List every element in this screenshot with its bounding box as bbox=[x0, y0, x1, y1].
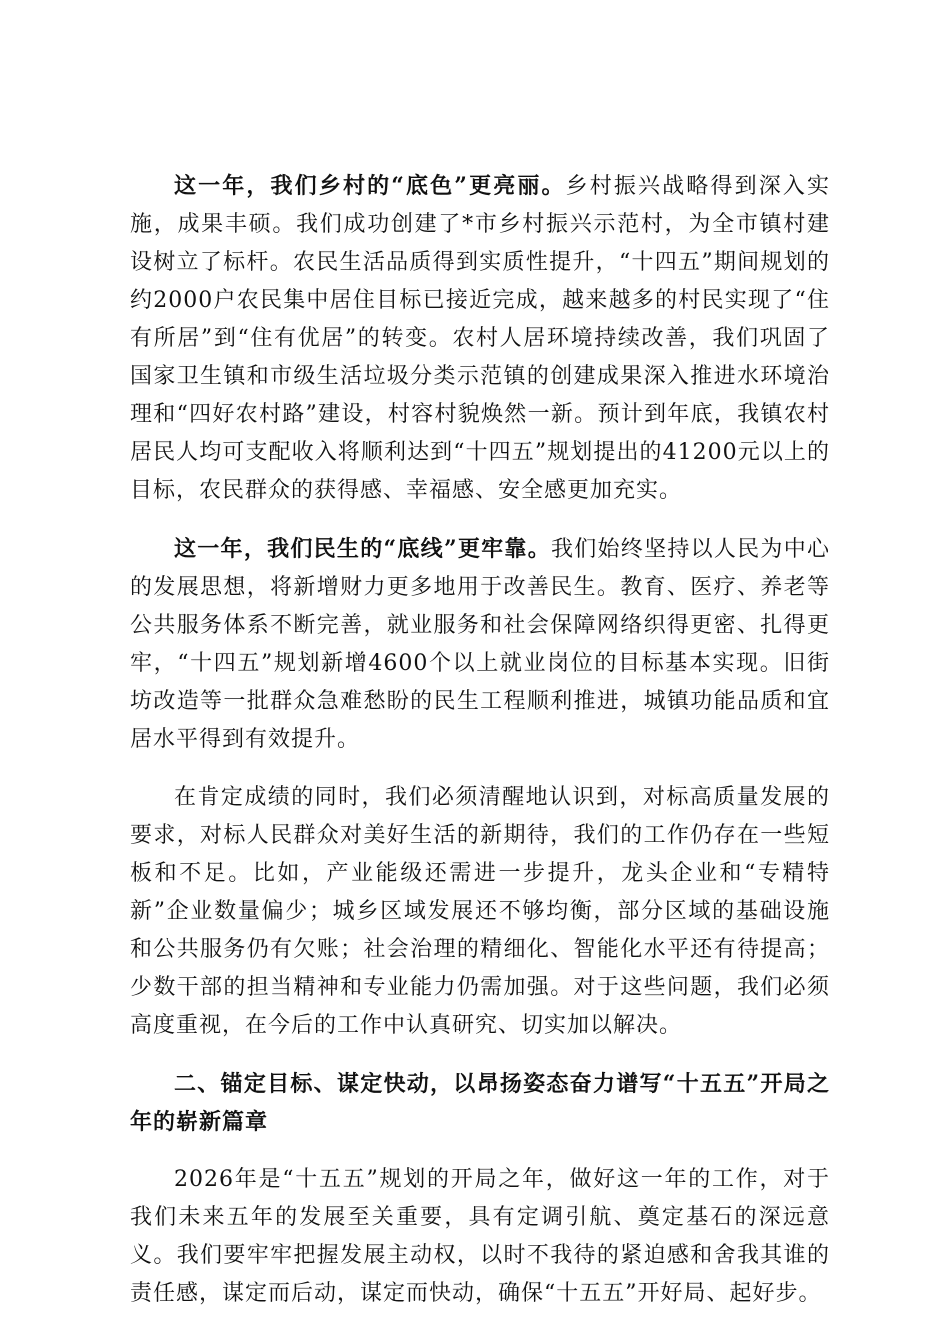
document-body bbox=[130, 167, 830, 1333]
paragraph-shortcomings bbox=[130, 779, 830, 1045]
paragraph-text-livelihood: 我们始终坚持以人民为中心的发展思想，将新增财力更多地用于改善民生。教育、医疗、养老等公共服务体系不断完善，就业服务和社会保障网络织得更密、扎得更牢，“十四五”规划新增4600个以上就业岗位的目标基本实现。旧街坊改造等一批群众急难愁盼的民生工程顺利推进，城镇功能品质和宜居水平得到有效提升。 bbox=[130, 537, 830, 752]
paragraph-text-rural: 乡村振兴战略得到深入实施，成果丰硕。我们成功创建了*市乡村振兴示范村，为全市镇村建设树立了标杆。农民生活品质得到实质性提升，“十四五”期间规划的约2000户农民集中居住目标已接近完成，越来越多的村民实现了“住有所居”到“住有优居”的转变。农村人居环境持续改善，我们巩固了国家卫生镇和市级生活垃圾分类示范镇的创建成果深入推进水环境治理和“四好农村路”建设，村容村貌焕然一新。预计到年底，我镇农村居民人均可支配收入将顺利达到“十四五”规划提出的41200元以上的目标，农民群众的获得感、幸福感、安全感更加充实。 bbox=[130, 174, 830, 503]
paragraph-livelihood bbox=[130, 530, 830, 759]
paragraph-lead-livelihood: 这一年，我们民生的“底线”更牢靠。 bbox=[174, 536, 551, 562]
paragraph-2026-plan: 2026年是“十五五”规划的开局之年，做好这一年的工作，对于我们未来五年的发展至关重要，具有定调引航、奠定基石的深远意义。我们要牢牢把握发展主动权，以时不我待的紧迫感和舍我其谁的责任感，谋定而后动，谋定而快动，确保“十五五”开好局、起好步。 bbox=[130, 1167, 830, 1306]
section-heading: 二、锚定目标、谋定快动，以昂扬姿态奋力谱写“十五五”开局之年的崭新篇章 bbox=[130, 1071, 830, 1135]
paragraph-lead-rural: 这一年，我们乡村的“底色”更亮丽。 bbox=[174, 173, 566, 199]
paragraph-text-shortcomings: 在肯定成绩的同时，我们必须清醒地认识到，对标高质量发展的要求，对标人民群众对美好生活的新期待，我们的工作仍存在一些短板和不足。比如，产业能级还需进一步提升，龙头企业和“专精特新”企业数量偏少；城乡区域发展还不够均衡，部分区域的基础设施和公共服务仍有欠账；社会治理的精细化、智能化水平还有待提高；少数干部的担当精神和专业能力仍需加强。对于这些问题，我们必须高度重视，在今后的工作中认真研究、切实加以解决。 bbox=[130, 785, 830, 1038]
paragraph-rural bbox=[130, 167, 830, 510]
